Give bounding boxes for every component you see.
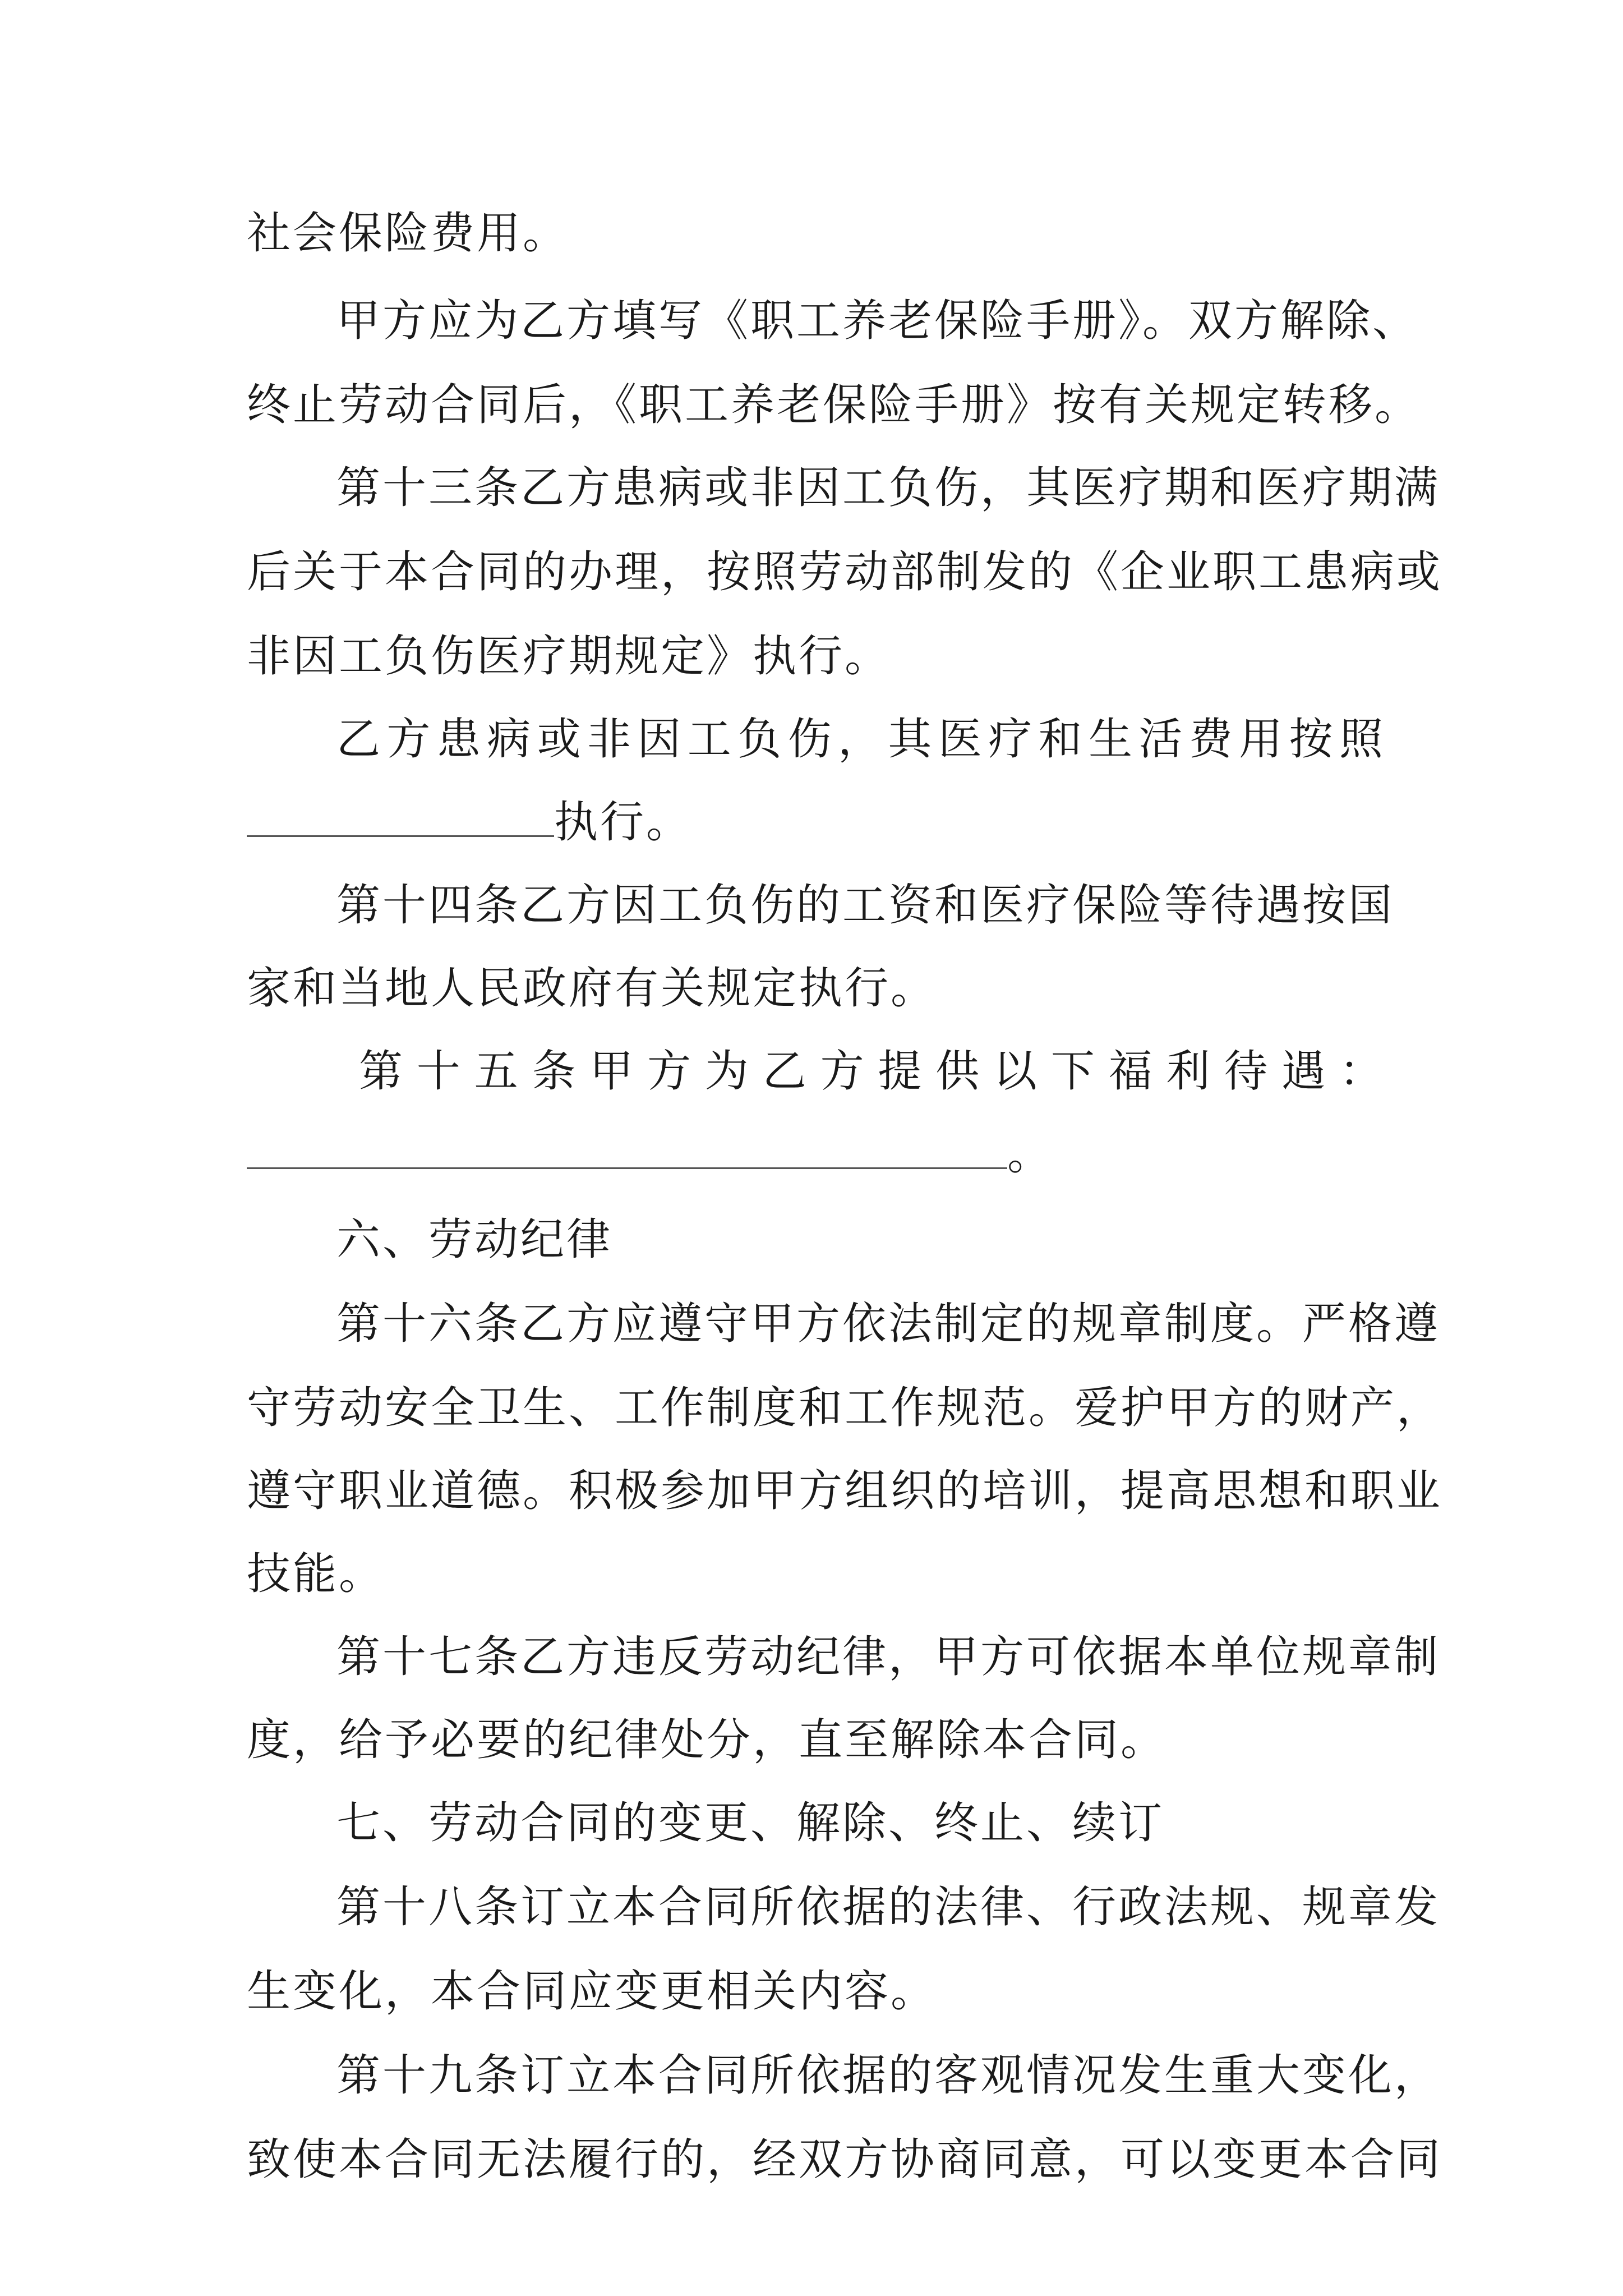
section-heading-7: 七、劳动合同的变更、解除、终止、续订 <box>336 1798 1165 1848</box>
fill-in-blank[interactable] <box>247 796 554 837</box>
text-line-17: 技能。 <box>247 1549 385 1599</box>
text-line-6: 非因工负伤医疗期规定》执行。 <box>247 631 891 682</box>
text-line-8-row <box>247 794 1385 850</box>
text-line-9: 第十四条乙方因工负伤的工资和医疗保险等待遇按国 <box>336 880 1395 931</box>
text-line-16: 遵守职业道德。积极参加甲方组织的培训，提高思想和职业 <box>247 1466 1443 1516</box>
text-line-22: 生变化，本合同应变更相关内容。 <box>247 1966 937 2017</box>
text-line-15: 守劳动安全卫生、工作制度和工作规范。爱护甲方的财产， <box>247 1383 1443 1433</box>
section-heading-6: 六、劳动纪律 <box>336 1214 613 1265</box>
text-line-1: 社会保险费用。 <box>247 208 569 259</box>
text-line-24: 致使本合同无法履行的，经双方协商同意，可以变更本合同 <box>247 2134 1443 2185</box>
text-line-23: 第十九条订立本合同所依据的客观情况发生重大变化， <box>336 2050 1441 2101</box>
text-line-14: 第十六条乙方应遵守甲方依法制定的规章制度。严格遵 <box>336 1299 1441 1349</box>
text-line-19: 度，给予必要的纪律处分，直至解除本合同。 <box>247 1715 1167 1765</box>
fill-in-blank[interactable] <box>247 1128 1007 1169</box>
text-line-12: 。 <box>1007 1129 1054 1180</box>
text-line-3: 终止劳动合同后，《职工养老保险手册》按有关规定转移。 <box>247 380 1421 430</box>
text-line-11: 第十五条甲方为乙方提供以下福利待遇： <box>359 1046 1385 1097</box>
text-line-4: 第十三条乙方患病或非因工负伤，其医疗期和医疗期满 <box>336 463 1441 513</box>
text-line-12-row <box>247 1126 1385 1182</box>
text-line-7: 乙方患病或非因工负伤，其医疗和生活费用按照 <box>336 714 1385 765</box>
text-line-2: 甲方应为乙方填写《职工养老保险手册》。双方解除、 <box>336 296 1419 346</box>
text-line-18: 第十七条乙方违反劳动纪律，甲方可依据本单位规章制 <box>336 1632 1441 1682</box>
text-line-21: 第十八条订立本合同所依据的法律、行政法规、规章发 <box>336 1882 1441 1932</box>
text-line-8: 执行。 <box>554 797 693 848</box>
text-line-10: 家和当地人民政府有关规定执行。 <box>247 963 937 1014</box>
text-line-5: 后关于本合同的办理，按照劳动部制发的《企业职工患病或 <box>247 547 1443 597</box>
